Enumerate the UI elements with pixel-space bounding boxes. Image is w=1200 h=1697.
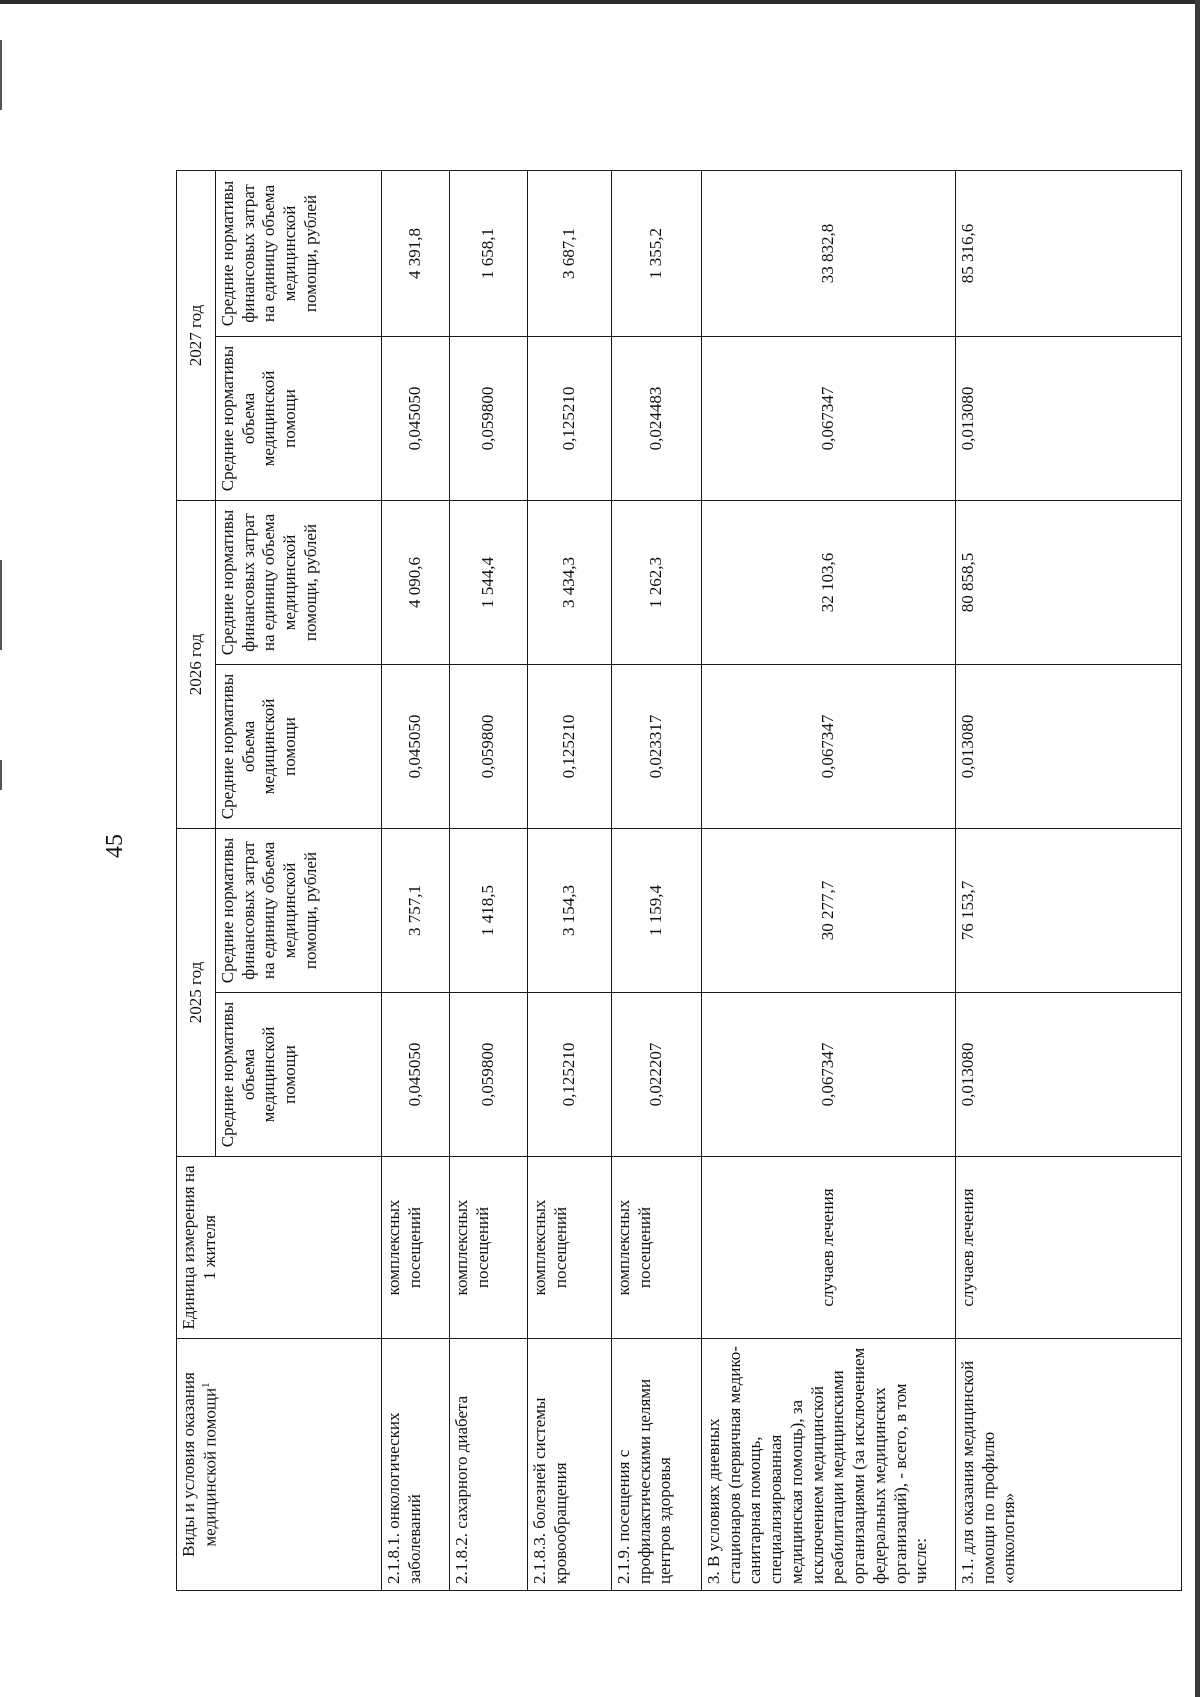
cell-volume-2027: 0,013080 — [956, 337, 1182, 501]
cell-volume-2026: 0,125210 — [528, 665, 612, 829]
header-kind: Виды и условия оказания медицинской помощи$^1$ — [177, 1339, 382, 1591]
cell-volume-2027: 0,125210 — [528, 337, 612, 501]
cell-volume-2026: 0,067347 — [702, 665, 956, 829]
cell-cost-2027: 1 658,1 — [450, 171, 528, 337]
row-unit: комплексных посещений — [450, 1157, 528, 1339]
cell-cost-2025: 1 418,5 — [450, 829, 528, 993]
cell-cost-2027: 1 355,2 — [612, 171, 702, 337]
header-volume: Средние нормативы объема медицинской помощи — [216, 993, 382, 1157]
scan-mark — [0, 760, 2, 790]
row-name: 2.1.8.2. сахарного диабета — [450, 1339, 528, 1591]
cell-cost-2027: 3 687,1 — [528, 171, 612, 337]
header-volume: Средние нормативы объема медицинской помощи — [216, 337, 382, 501]
cell-volume-2025: 0,067347 — [702, 993, 956, 1157]
cell-cost-2025: 76 153,7 — [956, 829, 1182, 993]
cell-cost-2027: 33 832,8 — [702, 171, 956, 337]
cell-cost-2026: 1 262,3 — [612, 501, 702, 665]
header-year-2026: 2026 год — [177, 501, 216, 829]
cell-volume-2026: 0,059800 — [450, 665, 528, 829]
cell-cost-2026: 1 544,4 — [450, 501, 528, 665]
cell-cost-2025: 1 159,4 — [612, 829, 702, 993]
cell-volume-2026: 0,045050 — [382, 665, 450, 829]
scan-mark — [0, 560, 2, 650]
table-row — [612, 171, 702, 1591]
row-name: 2.1.8.1. онкологических заболеваний — [382, 1339, 450, 1591]
cell-volume-2025: 0,022207 — [612, 993, 702, 1157]
header-year-2025: 2025 год — [177, 829, 216, 1157]
rotated-table-frame — [176, 171, 1176, 1591]
cell-cost-2026: 32 103,6 — [702, 501, 956, 665]
row-unit: комплексных посещений — [382, 1157, 450, 1339]
row-unit: комплексных посещений — [528, 1157, 612, 1339]
table-row — [382, 171, 450, 1591]
data-table — [176, 170, 1182, 1591]
cell-volume-2025: 0,125210 — [528, 993, 612, 1157]
page-number: 45 — [102, 834, 128, 858]
scan-mark — [0, 40, 2, 110]
header-cost: Средние нормативы финансовых затрат на единицу объема медицинской помощи, рублей — [216, 171, 382, 337]
header-year-2027: 2027 год — [177, 171, 216, 501]
row-unit: случаев лечения — [956, 1157, 1182, 1339]
cell-volume-2027: 0,045050 — [382, 337, 450, 501]
row-unit: комплексных посещений — [612, 1157, 702, 1339]
header-unit: Единица измерения на 1 жителя — [177, 1157, 382, 1339]
cell-cost-2026: 80 858,5 — [956, 501, 1182, 665]
header-cost: Средние нормативы финансовых затрат на единицу объема медицинской помощи, рублей — [216, 829, 382, 993]
table-row — [956, 171, 1182, 1591]
cell-volume-2025: 0,013080 — [956, 993, 1182, 1157]
cell-cost-2025: 3 154,3 — [528, 829, 612, 993]
cell-volume-2026: 0,023317 — [612, 665, 702, 829]
cell-volume-2026: 0,013080 — [956, 665, 1182, 829]
cell-cost-2025: 30 277,7 — [702, 829, 956, 993]
row-name: 2.1.9. посещения с профилактическими целями центров здоровья — [612, 1339, 702, 1591]
cell-cost-2026: 4 090,6 — [382, 501, 450, 665]
cell-volume-2027: 0,067347 — [702, 337, 956, 501]
table-row — [702, 171, 956, 1591]
row-name: 3.1. для оказания медицинской помощи по профилю «онкология» — [956, 1339, 1182, 1591]
table-row — [450, 171, 528, 1591]
row-name: 3. В условиях дневных стационаров (первичная медико-санитарная помощь, специализированная медицинская помощь), за исключением медицинской реабилитации медицинскими организациями (за исключением федеральных медицинских организаций), - всего, в том числе: — [702, 1339, 956, 1591]
cell-cost-2026: 3 434,3 — [528, 501, 612, 665]
header-cost: Средние нормативы финансовых затрат на единицу объема медицинской помощи, рублей — [216, 501, 382, 665]
cell-volume-2027: 0,059800 — [450, 337, 528, 501]
cell-volume-2025: 0,059800 — [450, 993, 528, 1157]
cell-cost-2025: 3 757,1 — [382, 829, 450, 993]
scan-edge-top — [0, 0, 1200, 4]
scan-edge-right — [1195, 0, 1200, 1697]
cell-volume-2027: 0,024483 — [612, 337, 702, 501]
table-row — [528, 171, 612, 1591]
cell-cost-2027: 85 316,6 — [956, 171, 1182, 337]
cell-cost-2027: 4 391,8 — [382, 171, 450, 337]
header-volume: Средние нормативы объема медицинской помощи — [216, 665, 382, 829]
row-unit: случаев лечения — [702, 1157, 956, 1339]
cell-volume-2025: 0,045050 — [382, 993, 450, 1157]
row-name: 2.1.8.3. болезней системы кровообращения — [528, 1339, 612, 1591]
